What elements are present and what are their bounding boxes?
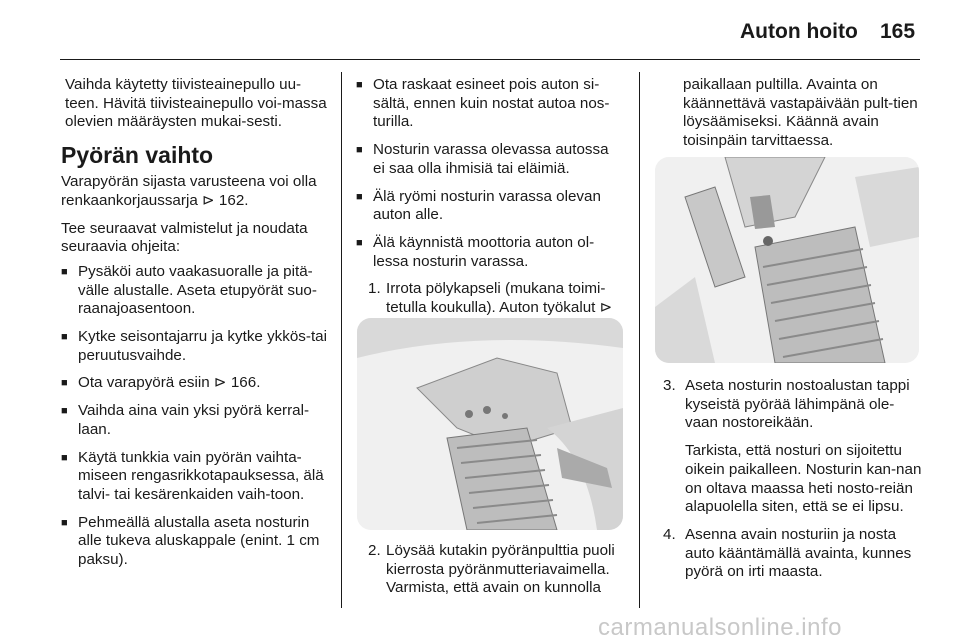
step-number: 2. (368, 542, 381, 559)
step-text: Asenna avain nosturiin ja nosta auto kääntämällä avainta, kunnes pyörä on irti maasta. (685, 525, 912, 581)
header-rule (60, 59, 920, 60)
list-item: ■ Kytke seisontajarru ja kytke ykkös-tai peruutusvaihde. (61, 328, 327, 365)
jack-illustration-svg (655, 157, 919, 363)
watermark: carmanualsonline.info (598, 614, 842, 641)
list-item: ■ Älä käynnistä moottoria auton ol-lessa nosturin varassa. (356, 234, 624, 271)
list-item: ■ Nosturin varassa olevassa autossa ei saa olla ihmisiä tai eläimiä. (356, 141, 624, 178)
column-2 (356, 76, 624, 345)
column-1 (61, 76, 327, 579)
column-divider-1 (341, 72, 342, 608)
list-item: ■ Käytä tunkkia vain pyörän vaihta-miseen rengasrikkotapauksessa, älä talvi- tai kesärenkaiden vaih-toon. (61, 449, 327, 505)
wheel-cover-illustration (357, 318, 623, 530)
step-3-note: Tarkista, että nosturi on sijoitettu oikein paikalleen. Nosturin kan-nan on oltava maassa heti nosto-reiän alapuolella siten, että se ei lipsu. (685, 442, 922, 516)
step-number: 1. (368, 280, 381, 298)
step-text: Aseta nosturin nostoalustan tappi kyseistä pyörää lähimpänä ole-vaan nostoreikään. (685, 377, 910, 432)
column-divider-2 (639, 72, 640, 608)
list-item: ■ Ota varapyörä esiin ⊳ 166. (61, 374, 327, 393)
paragraph-spare-wheel: Varapyörän sijasta varusteena voi olla renkaankorjaussarja ⊳ 162. (61, 173, 317, 209)
step-text: Löysää kutakin pyöränpulttia puoli kierrosta pyöränmutteriavaimella. Varmista, että avain on kunnolla (386, 542, 615, 597)
step-4 (663, 526, 925, 582)
step-3 (663, 377, 925, 433)
page-number: 165 (880, 20, 916, 43)
list-item: ■ Pehmeällä alustalla aseta nosturin alle tukeva aluskappale (enint. 1 cm paksu). (61, 514, 327, 570)
header-title: Auton hoito (740, 20, 858, 43)
step-2-continued: paikallaan pultilla. Avainta on käännettävä vastapäivään pult-tien löysäämiseksi. Käännä avain toisinpäin tarvittaessa. (683, 76, 918, 150)
jack-illustration (655, 157, 919, 363)
list-item: ■ Ota raskaat esineet pois auton si-sältä, ennen kuin nostat autoa nos-turilla. (356, 76, 624, 132)
column-3 (683, 76, 923, 160)
paragraph-preparations: Tee seuraavat valmistelut ja noudata seuraavia ohjeita: (61, 219, 308, 256)
step-text: Irrota pölykapseli (mukana toimi-tetulla koukulla). Auton työkalut ⊳ (386, 280, 613, 317)
intro-paragraph: Vaihda käytetty tiivisteainepullo uu-teen. Hävitä tiivisteainepullo voi-massa olevien määräysten mukai-sesti. (65, 76, 327, 131)
step-2 (368, 542, 630, 598)
list-item: ■ Pysäköi auto vaakasuoralle ja pitä-välle alustalle. Aseta etupyörät suo-raanajoasentoon. (61, 263, 327, 319)
list-item: ■ Vaihda aina vain yksi pyörä kerral-laan. (61, 402, 327, 439)
list-item: ■ Älä ryömi nosturin varassa olevan auton alle. (356, 188, 624, 225)
section-heading: Pyörän vaihto (61, 142, 214, 169)
column-3-lower (663, 377, 925, 591)
step-number: 4. (663, 525, 676, 543)
wheel-illustration-svg (357, 318, 623, 530)
step-number: 3. (663, 377, 676, 394)
column-2-lower (368, 542, 630, 607)
